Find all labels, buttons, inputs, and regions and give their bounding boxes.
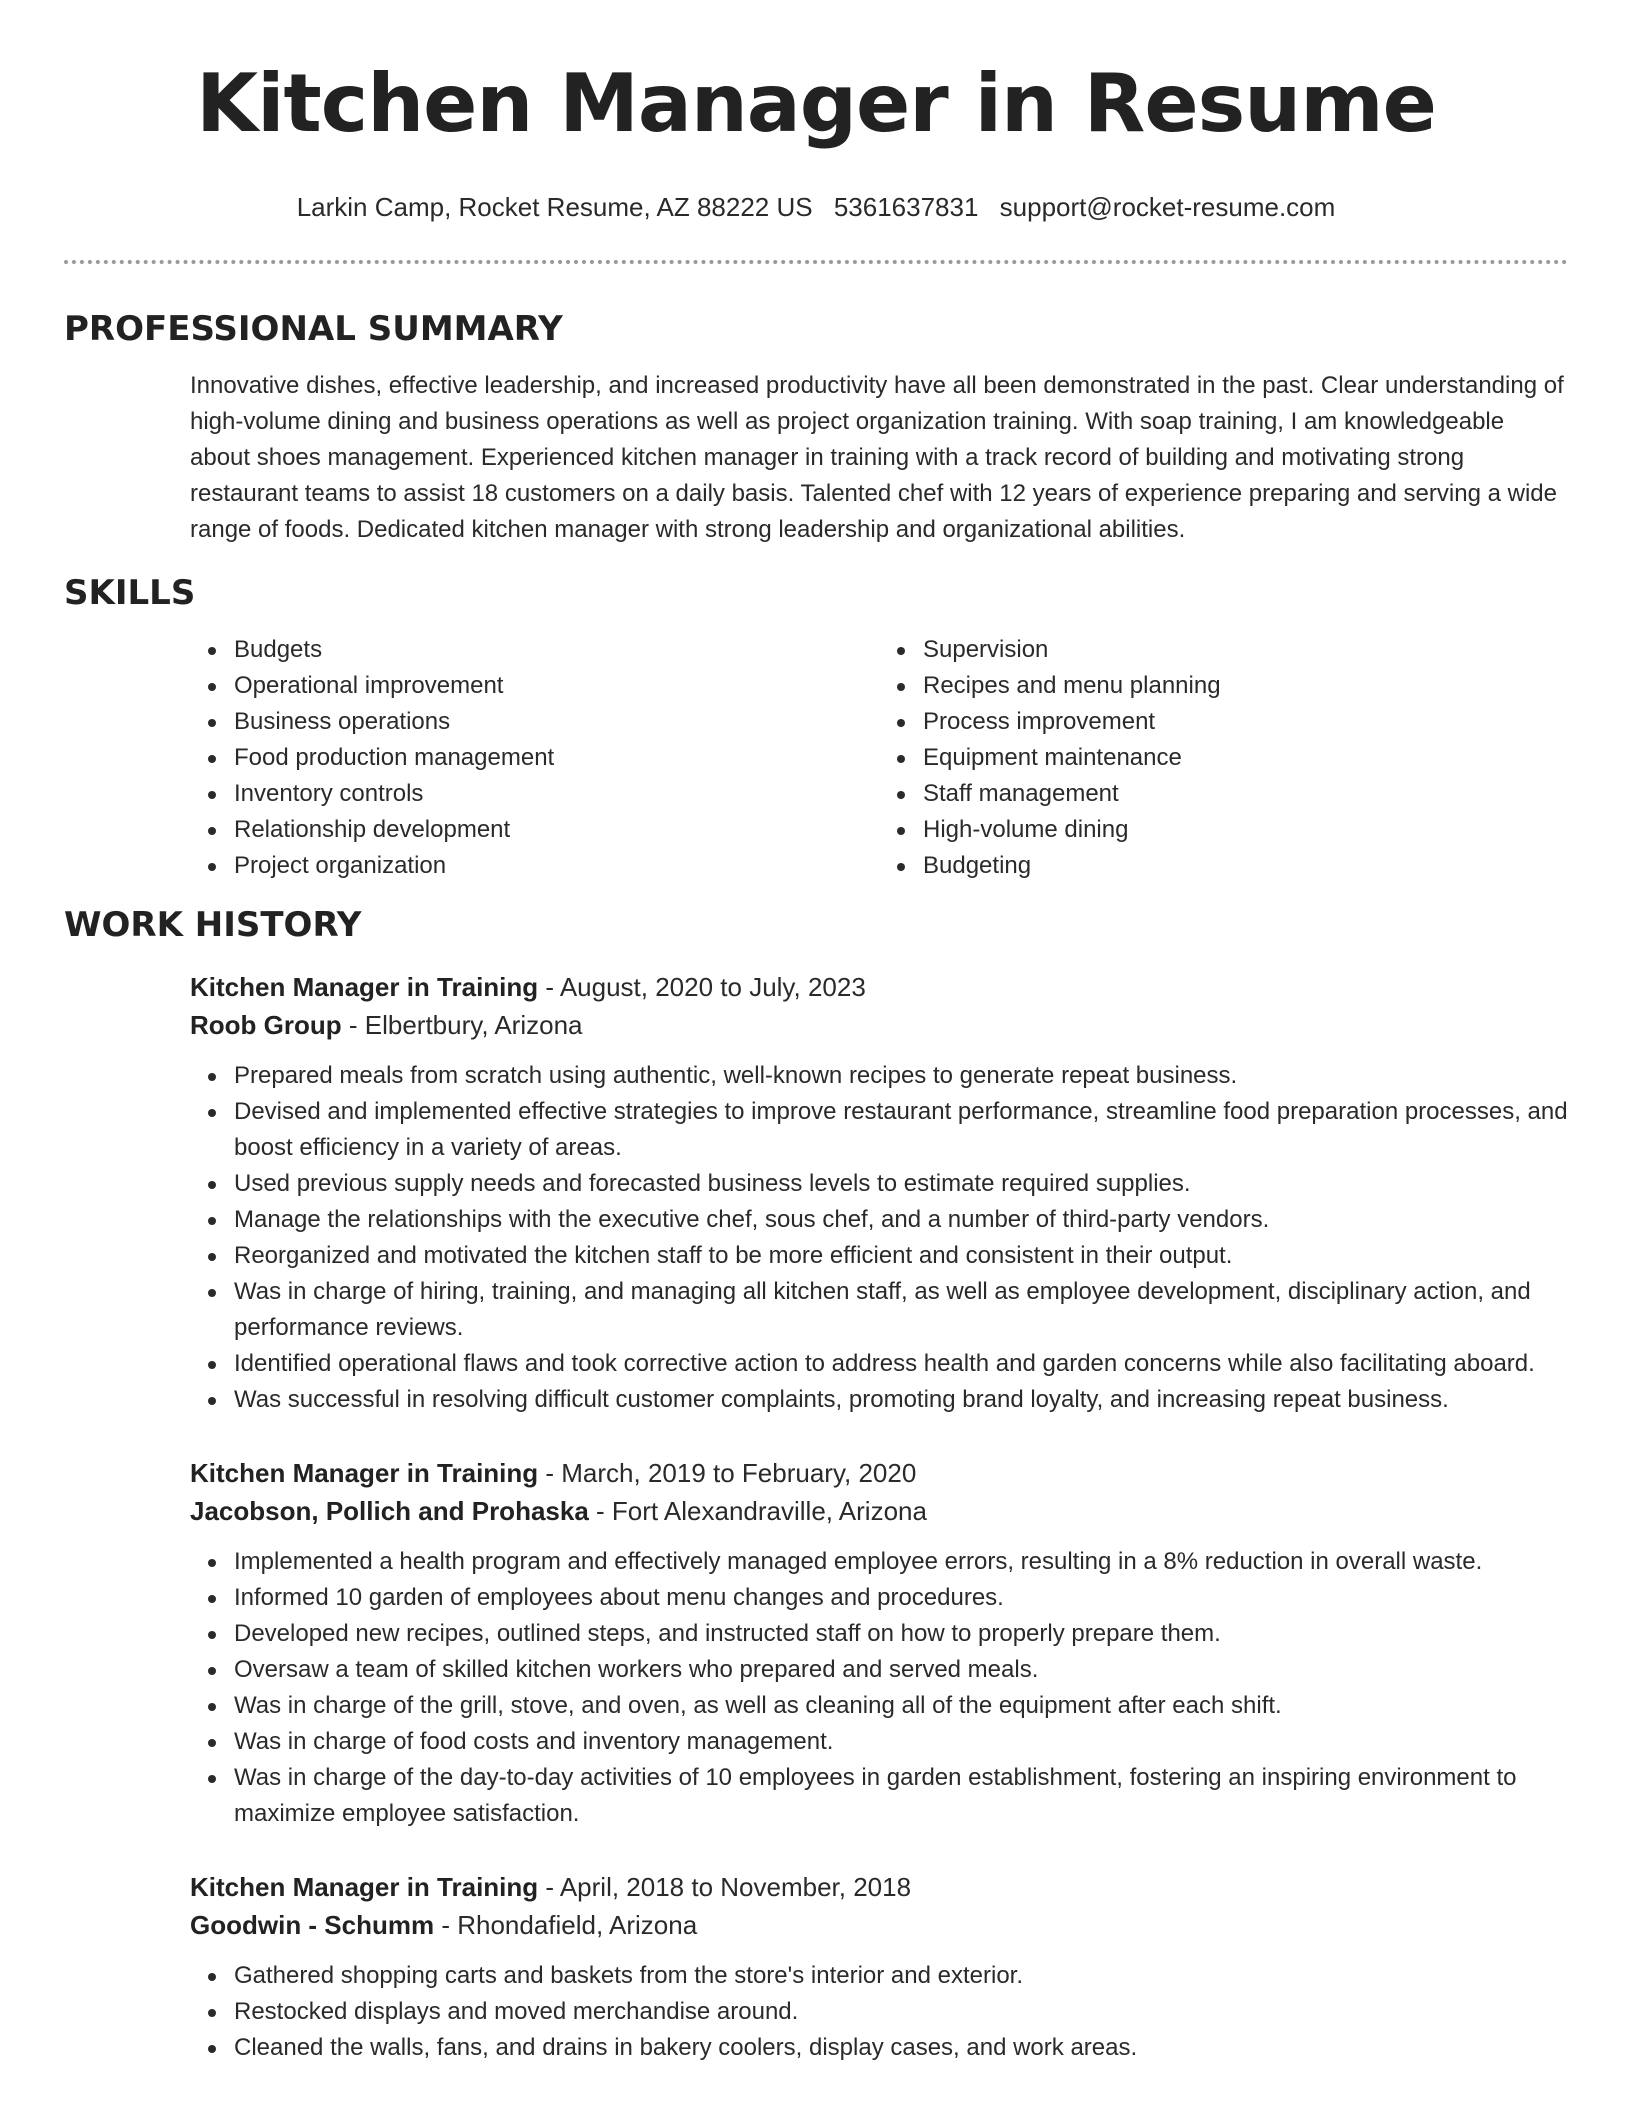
job-company-line [190, 1006, 1568, 1044]
job-duties-list [190, 1058, 1568, 1418]
contact-phone: 5361637831 [833, 192, 979, 222]
resume-title: Kitchen Manager in Resume [196, 57, 1436, 150]
job-duty-item: Was in charge of the grill, stove, and oven, as well as cleaning all of the equipment after each shift. [234, 1688, 1568, 1724]
job-duty-item: Was in charge of the day-to-day activities of 10 employees in garden establishment, fostering an inspiring environment to maximize employee satisfaction. [234, 1760, 1568, 1832]
job-title: Kitchen Manager in Training [190, 1458, 539, 1488]
contact-info [64, 190, 1568, 224]
skill-item: Relationship development [234, 812, 879, 848]
skills-heading: SKILLS [64, 573, 196, 613]
job-duty-item: Oversaw a team of skilled kitchen workers who prepared and served meals. [234, 1652, 1568, 1688]
skill-item: Recipes and menu planning [923, 668, 1568, 704]
skill-item: Supervision [923, 632, 1568, 668]
job-duty-item: Developed new recipes, outlined steps, and instructed staff on how to properly prepare them. [234, 1616, 1568, 1652]
skill-item: Food production management [234, 740, 879, 776]
job-company: Goodwin - Schumm [190, 1910, 435, 1940]
header-divider [64, 260, 1568, 264]
job-duty-item: Implemented a health program and effectively managed employee errors, resulting in a 8% reduction in overall waste. [234, 1544, 1568, 1580]
skill-item: Project organization [234, 848, 879, 884]
job-duty-item: Reorganized and motivated the kitchen staff to be more efficient and consistent in their output. [234, 1238, 1568, 1274]
job-title: Kitchen Manager in Training [190, 972, 539, 1002]
job-title-line [190, 1454, 1568, 1492]
job-company-line [190, 1906, 1568, 1944]
job-dates: - August, 2020 to July, 2023 [538, 972, 866, 1002]
job-duty-item: Gathered shopping carts and baskets from the store's interior and exterior. [234, 1958, 1568, 1994]
job-duty-item: Informed 10 garden of employees about menu changes and procedures. [234, 1580, 1568, 1616]
skills-column-left [190, 632, 879, 884]
job-location: - Fort Alexandraville, Arizona [588, 1496, 927, 1526]
job-entry [190, 968, 1568, 1418]
job-company: Roob Group [190, 1010, 342, 1040]
job-dates: - April, 2018 to November, 2018 [538, 1872, 912, 1902]
contact-address: Larkin Camp, Rocket Resume, AZ 88222 US [296, 192, 813, 222]
professional-summary-heading: PROFESSIONAL SUMMARY [64, 309, 563, 349]
job-duty-item: Manage the relationships with the executive chef, sous chef, and a number of third-party vendors. [234, 1202, 1568, 1238]
skill-item: Inventory controls [234, 776, 879, 812]
job-duty-item: Was in charge of food costs and inventory management. [234, 1724, 1568, 1760]
job-entry [190, 1868, 1568, 2066]
skills-list [190, 632, 1568, 884]
job-duty-item: Identified operational flaws and took corrective action to address health and garden concerns while also facilitating aboard. [234, 1346, 1568, 1382]
job-location: - Rhondafield, Arizona [434, 1910, 698, 1940]
skill-item: Operational improvement [234, 668, 879, 704]
professional-summary-text: Innovative dishes, effective leadership, and increased productivity have all been demonstrated in the past. Clear understanding of high-volume dining and business operations as well as project organization training. With soap training, I am knowledgeable about shoes management. Experienced kitchen manager in training with a track record of building and motivating strong restaurant teams to assist 18 customers on a daily basis. Talented chef with 12 years of experience preparing and serving a wide range of foods. Dedicated kitchen manager with strong leadership and organizational abilities. [190, 372, 1564, 543]
job-location: - Elbertbury, Arizona [341, 1010, 583, 1040]
job-entry [190, 1454, 1568, 1832]
job-duty-item: Used previous supply needs and forecasted business levels to estimate required supplies. [234, 1166, 1568, 1202]
work-history-heading: WORK HISTORY [64, 905, 362, 945]
job-duty-item: Devised and implemented effective strategies to improve restaurant performance, streamline food preparation processes, and boost efficiency in a variety of areas. [234, 1094, 1568, 1166]
resume-page [64, 0, 1568, 2066]
job-duties-list [190, 1544, 1568, 1832]
job-duty-item: Cleaned the walls, fans, and drains in bakery coolers, display cases, and work areas. [234, 2030, 1568, 2066]
contact-email: support@rocket-resume.com [999, 192, 1336, 222]
skill-item: Equipment maintenance [923, 740, 1568, 776]
job-title-line [190, 1868, 1568, 1906]
job-dates: - March, 2019 to February, 2020 [538, 1458, 917, 1488]
job-company-line [190, 1492, 1568, 1530]
skills-column-right [879, 632, 1568, 884]
skill-item: High-volume dining [923, 812, 1568, 848]
job-title-line [190, 968, 1568, 1006]
skill-item: Staff management [923, 776, 1568, 812]
job-duty-item: Prepared meals from scratch using authentic, well-known recipes to generate repeat business. [234, 1058, 1568, 1094]
job-company: Jacobson, Pollich and Prohaska [190, 1496, 589, 1526]
skill-item: Budgeting [923, 848, 1568, 884]
job-duty-item: Restocked displays and moved merchandise around. [234, 1994, 1568, 2030]
skill-item: Process improvement [923, 704, 1568, 740]
job-duty-item: Was successful in resolving difficult customer complaints, promoting brand loyalty, and increasing repeat business. [234, 1382, 1568, 1418]
job-duty-item: Was in charge of hiring, training, and managing all kitchen staff, as well as employee development, disciplinary action, and performance reviews. [234, 1274, 1568, 1346]
job-duties-list [190, 1958, 1568, 2066]
skill-item: Business operations [234, 704, 879, 740]
skill-item: Budgets [234, 632, 879, 668]
job-title: Kitchen Manager in Training [190, 1872, 539, 1902]
